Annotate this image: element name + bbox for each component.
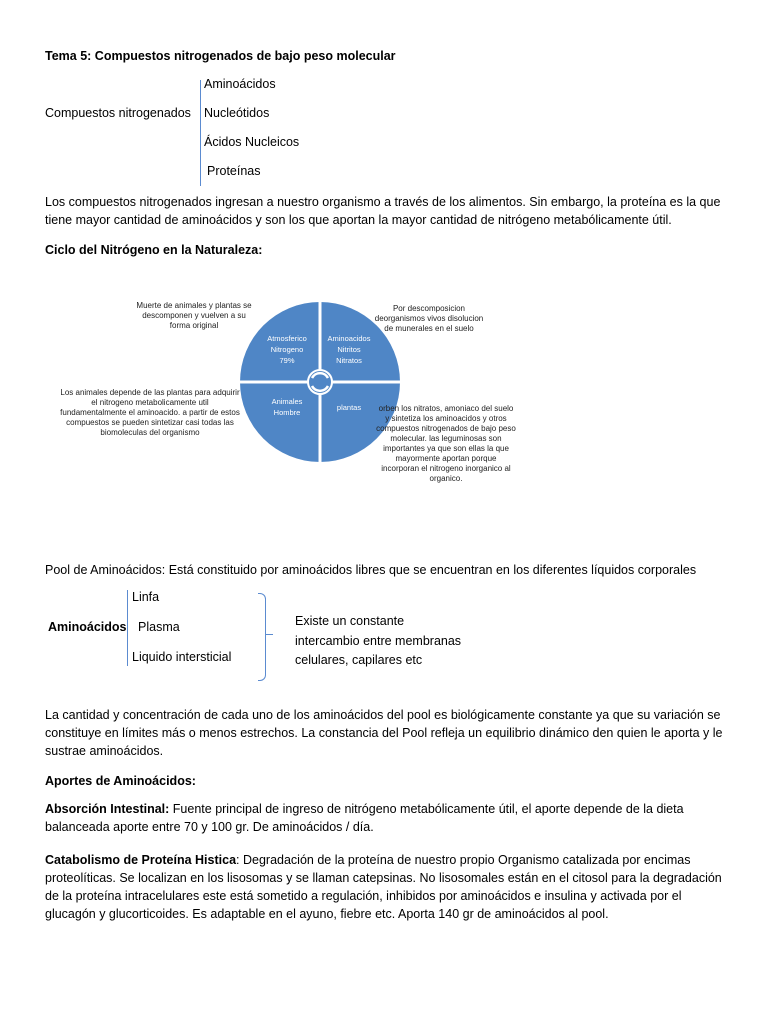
intro-paragraph: Los compuestos nitrogenados ingresan a nuestro organismo a través de los alimentos. Sin embargo, la proteína es la que tiene mayor cantidad de aminoácidos y son los que aportan la mayor cantidad de nitrógeno metabólicamente útil. (45, 195, 721, 227)
segment-label-plantas: plantas (336, 403, 362, 412)
catabolismo-text: : Degradación de la proteína de nuestro propio Organismo catalizada por encimas proteolíticas. Se localizan en los lisosomas y se llaman catepsinas. No lisosomales están en el citosol para la degradación de la proteína intracelulares este está sometido a regulación, inhibidos por aminoácidos e insulina y activada por el glucagón y glucorticoides. Es adaptable en el ayuno, fiebre etc. Aporta 140 gr de aminoácidos al pool. (45, 853, 722, 921)
classification-item: Nucleótidos (204, 106, 270, 120)
aportes-heading: Aportes de Aminoácidos: (45, 774, 196, 788)
pool-brace-right (258, 593, 266, 681)
pool-item: Linfa (132, 590, 160, 604)
absorcion-text: Fuente principal de ingreso de nitrógeno metabólicamente útil, el aporte depende de la dieta balanceada aporte entre 70 y 100 gr. De aminoácidos / día. (45, 802, 684, 834)
segment-label-atmosferico: Atmosferico Nitrogeno 79% (267, 334, 307, 365)
pool-definition: Pool de Aminoácidos: Está constituido por aminoácidos libres que se encuentran en los diferentes líquidos corporales (45, 563, 697, 577)
pool-item: Plasma (138, 620, 180, 634)
classification-item: Ácidos Nucleicos (204, 135, 300, 149)
note-bottom-right: orben los nitratos, amoniaco del suelo y sintetiza los aminoacidos y otros compuestos nitrogenados de bajo peso molecular. las leguminosas son importantes ya que son ellas la que mayormente aportan porque incorporan el nitrogeno inorganico al organico. (376, 404, 516, 483)
note-top-right: Por descomposicion deorganismos vivos disolucion de munerales en el suelo (374, 304, 484, 333)
classification-label: Compuestos nitrogenados (45, 106, 191, 120)
absorcion-paragraph (45, 800, 725, 836)
pool-note: Existe un constante intercambio entre membranas celulares, capilares etc (295, 614, 462, 667)
pool-item: Liquido intersticial (132, 650, 232, 664)
note-bottom-left: Los animales depende de las plantas para adquirir el nitrogeno metabolicamente util fundamentalmente el aminoacido. a partir de estos compuestos se pueden sintetizar casi todas las biomoleculas del organismo (60, 388, 240, 437)
catabolismo-term: Catabolismo de Proteína Histica (45, 853, 237, 867)
segment-label-animales: Animales Hombre (271, 397, 303, 417)
absorcion-term: Absorción Intestinal: (45, 802, 170, 816)
pool-paragraph: La cantidad y concentración de cada uno de los aminoácidos del pool es biológicamente constante ya que su variación se constituye en límites más o menos estrechos. La constancia del Pool refleja un equilibrio dinámico den quien le aporta y le sustrae aminoácidos. (45, 708, 723, 758)
catabolismo-paragraph (45, 851, 725, 923)
note-top-left: Muerte de animales y plantas se descomponen y vuelven a su forma original (136, 301, 252, 330)
pool-label: Aminoácidos (48, 620, 127, 634)
segment-label-aminoacidos: Aminoacidos Nitritos Nitratos (327, 334, 371, 365)
classification-item: Aminoácidos (204, 77, 276, 91)
pool-brace-left (127, 590, 128, 666)
page-title: Tema 5: Compuestos nitrogenados de bajo peso molecular (45, 49, 396, 63)
cycle-heading: Ciclo del Nitrógeno en la Naturaleza: (45, 243, 263, 257)
classification-item: Proteínas (207, 164, 261, 178)
pool-brace-tip (265, 634, 273, 635)
cycle-segment-animales (240, 382, 320, 462)
classification-brace (200, 80, 201, 186)
